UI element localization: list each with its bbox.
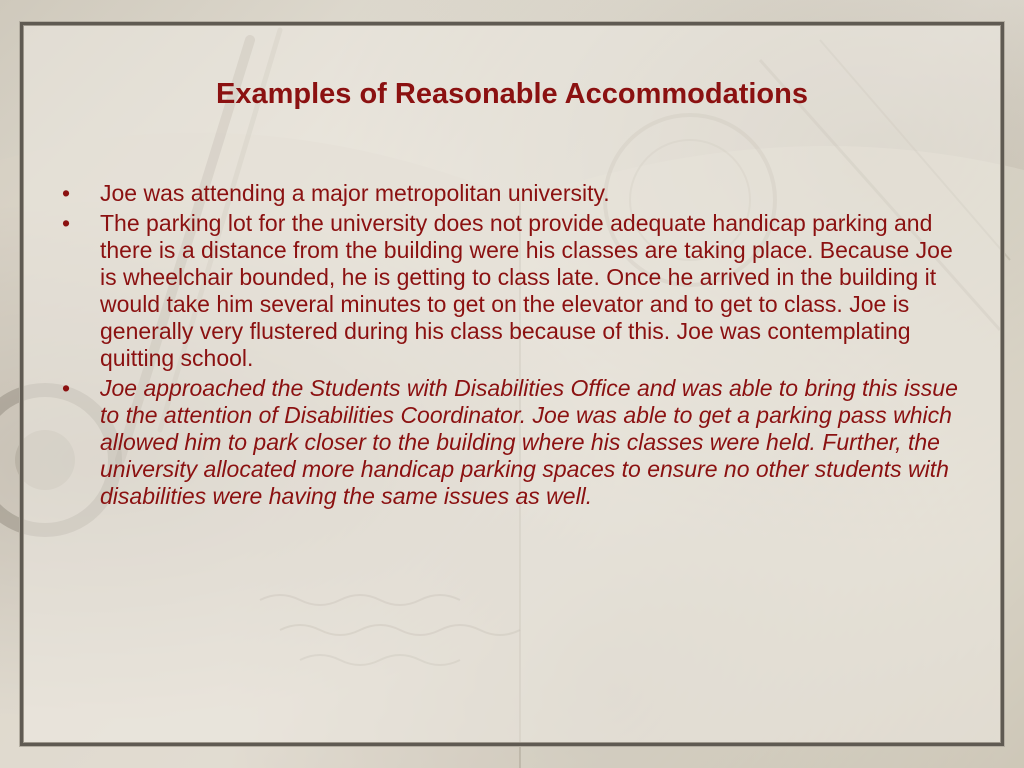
bullet-text: Joe approached the Students with Disabilities Office and was able to bring this issue to the attention of Disabilities Coordinator. Joe was able to get a parking pass which allowed him to park closer to the building where his classes were held. Further, the university allocated more handicap parking spaces to ensure no other students with disabilities were having the same issues as well.	[100, 375, 958, 509]
bullet-text: The parking lot for the university does not provide adequate handicap parking and there is a distance from the building were his classes are taking place. Because Joe is wheelchair bounded, he is getting to class late. Once he arrived in the building it would take him several minutes to get on the elevator and to get to class. Joe is generally very flustered during his class because of this. Joe was contemplating quitting school.	[100, 210, 953, 371]
bullet-item-1	[62, 180, 974, 207]
bullet-marker: •	[62, 180, 71, 206]
bullet-list	[62, 180, 974, 513]
bullet-item-2	[62, 210, 974, 372]
bullet-marker: •	[62, 210, 71, 236]
bullet-item-3	[62, 375, 974, 510]
bullet-marker: •	[62, 375, 71, 401]
bullet-text: Joe was attending a major metropolitan university.	[100, 180, 610, 206]
slide-title: Examples of Reasonable Accommodations	[216, 78, 808, 110]
